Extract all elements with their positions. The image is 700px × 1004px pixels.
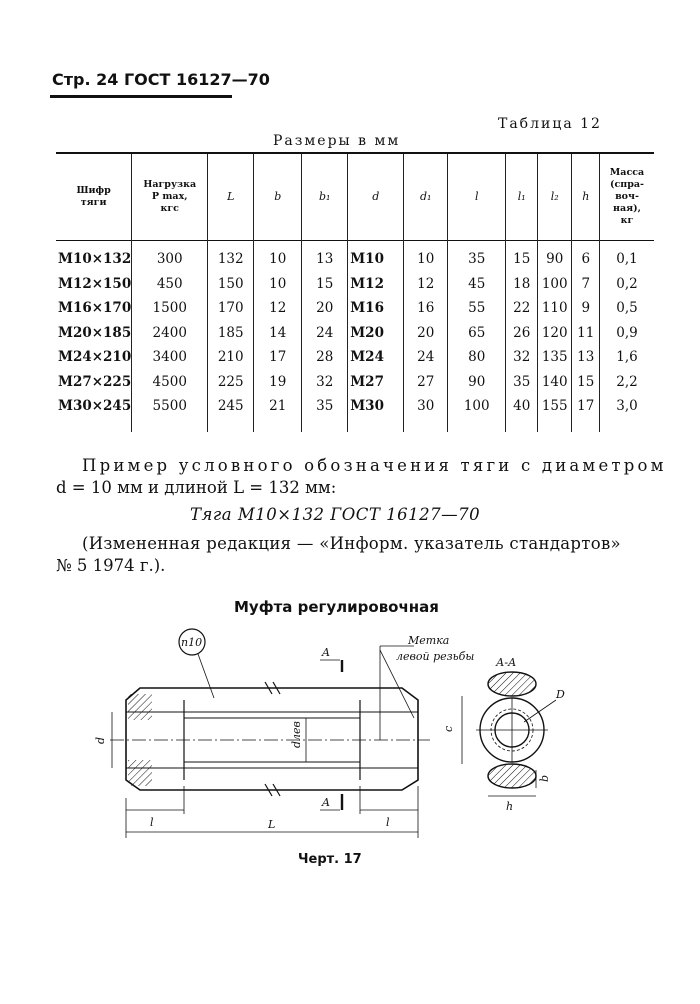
- table-cell: 245: [208, 394, 254, 432]
- table-cell: 12: [404, 272, 448, 297]
- label-n10: n10: [181, 636, 203, 649]
- table-cell: 35: [302, 394, 348, 432]
- table-cell: M24: [348, 345, 404, 370]
- table-cell: M10×132: [58, 251, 132, 268]
- label-b: b: [538, 774, 551, 782]
- header-l1: l₁: [506, 153, 538, 241]
- table-cell: M16: [348, 296, 404, 321]
- table-cell: 16: [404, 296, 448, 321]
- header-h: h: [572, 153, 600, 241]
- table-cell: 3,0: [600, 394, 654, 432]
- table-cell: M30: [348, 394, 404, 432]
- table-cell: 0,2: [600, 272, 654, 297]
- header-l: l: [448, 153, 506, 241]
- header-d1: d₁: [404, 153, 448, 241]
- label-section: А-А: [496, 656, 517, 669]
- header-L: L: [208, 153, 254, 241]
- table-cell: 20: [302, 296, 348, 321]
- header-rule: [50, 95, 232, 98]
- example-designation: Тяга M10×132 ГОСТ 16127—70: [190, 505, 481, 524]
- table-cell: 17: [254, 345, 302, 370]
- table-cell: 20: [404, 321, 448, 346]
- table-cell: 65: [448, 321, 506, 346]
- table-cell: 24: [302, 321, 348, 346]
- table-cell: 15: [572, 370, 600, 395]
- table-cell: M20: [348, 321, 404, 346]
- table-cell: 155: [538, 394, 572, 432]
- table-cell: 2400: [132, 321, 208, 346]
- page-header: Стр. 24 ГОСТ 16127—70: [52, 70, 270, 89]
- label-D: D: [556, 688, 565, 701]
- table-units: Размеры в мм: [273, 133, 401, 149]
- coupling-side-view: [126, 682, 418, 796]
- table-cell: 100: [448, 394, 506, 432]
- table-cell: 80: [448, 345, 506, 370]
- table-cell: 90: [448, 370, 506, 395]
- table-cell: 10: [254, 241, 302, 272]
- label-d: d: [94, 736, 107, 744]
- table-cell: 18: [506, 272, 538, 297]
- header-b: b: [254, 153, 302, 241]
- header-b1: b₁: [302, 153, 348, 241]
- table-row: [56, 321, 654, 346]
- header-load: Нагрузка P max, кгс: [132, 153, 208, 241]
- label-d-lev: dлев: [290, 721, 303, 748]
- table-cell: M30×245: [58, 398, 132, 414]
- header-mass: Масса (спра- воч- ная), кг: [600, 153, 654, 241]
- table-cell: 0,9: [600, 321, 654, 346]
- table-cell: 5500: [132, 394, 208, 432]
- edition-note-line1: (Измененная редакция — «Информ. указатель стандартов»: [82, 534, 621, 553]
- table-cell: 32: [506, 345, 538, 370]
- label-L: L: [268, 818, 276, 831]
- table-cell: 4500: [132, 370, 208, 395]
- table-cell: M10: [348, 241, 404, 272]
- table-cell: 132: [208, 241, 254, 272]
- label-l: l: [150, 816, 154, 829]
- table-cell: 110: [538, 296, 572, 321]
- table-cell: 135: [538, 345, 572, 370]
- table-cell: 90: [538, 241, 572, 272]
- table-cell: 300: [132, 241, 208, 272]
- table-caption: Таблица 12: [498, 116, 602, 132]
- table-cell: 11: [572, 321, 600, 346]
- table-row: [56, 272, 654, 297]
- table-cell: 100: [538, 272, 572, 297]
- section-title: Муфта регулировочная: [234, 598, 439, 616]
- edition-note-line2: № 5 1974 г.).: [56, 556, 166, 575]
- table-cell: 150: [208, 272, 254, 297]
- table-cell: 15: [506, 241, 538, 272]
- table-cell: 27: [404, 370, 448, 395]
- coupling-drawing: [0, 620, 700, 850]
- table-cell: 3400: [132, 345, 208, 370]
- table-cell: 1500: [132, 296, 208, 321]
- table-cell: 45: [448, 272, 506, 297]
- example-intro-line2: d = 10 мм и длиной L = 132 мм:: [56, 478, 337, 497]
- header-code: Шифр тяги: [76, 185, 111, 208]
- table-cell: 185: [208, 321, 254, 346]
- table-cell: 26: [506, 321, 538, 346]
- table-cell: 225: [208, 370, 254, 395]
- table-cell: M24×210: [58, 349, 132, 366]
- figure-caption: Черт. 17: [298, 852, 362, 867]
- table-cell: 120: [538, 321, 572, 346]
- table-cell: 32: [302, 370, 348, 395]
- example-intro-line1: Пример условного обозначения тяги с диаметром: [82, 456, 667, 475]
- table-cell: 28: [302, 345, 348, 370]
- table-cell: 9: [572, 296, 600, 321]
- table-cell: 19: [254, 370, 302, 395]
- table-cell: 1,6: [600, 345, 654, 370]
- table-cell: 170: [208, 296, 254, 321]
- table-cell: 35: [448, 241, 506, 272]
- table-cell: 13: [302, 241, 348, 272]
- dimensions-table: [56, 152, 654, 432]
- label-l-2: l: [386, 816, 390, 829]
- table-row: [56, 241, 654, 272]
- table-cell: 35: [506, 370, 538, 395]
- table-cell: 10: [404, 241, 448, 272]
- table-cell: 210: [208, 345, 254, 370]
- table-cell: 2,2: [600, 370, 654, 395]
- table-cell: 14: [254, 321, 302, 346]
- table-cell: 140: [538, 370, 572, 395]
- label-A-2: A: [322, 796, 330, 809]
- table-cell: M12×150: [58, 275, 132, 292]
- table-cell: 24: [404, 345, 448, 370]
- table-row: [56, 394, 654, 432]
- table-cell: 22: [506, 296, 538, 321]
- header-d: d: [348, 153, 404, 241]
- table-cell: M20×185: [58, 324, 132, 341]
- table-cell: 15: [302, 272, 348, 297]
- table-cell: 21: [254, 394, 302, 432]
- section-view: [476, 698, 548, 762]
- table-cell: 17: [572, 394, 600, 432]
- table-cell: 450: [132, 272, 208, 297]
- table-cell: 0,1: [600, 241, 654, 272]
- table-header-row: [56, 153, 654, 241]
- label-h: h: [506, 800, 514, 813]
- table-cell: 12: [254, 296, 302, 321]
- table-cell: M27×225: [58, 373, 132, 390]
- table-cell: 0,5: [600, 296, 654, 321]
- table-cell: 6: [572, 241, 600, 272]
- table-cell: 13: [572, 345, 600, 370]
- table-cell: M27: [348, 370, 404, 395]
- table-cell: M16×170: [58, 300, 132, 317]
- table-cell: 7: [572, 272, 600, 297]
- table-cell: 55: [448, 296, 506, 321]
- table-row: [56, 345, 654, 370]
- label-c: c: [442, 725, 455, 732]
- label-A: A: [322, 646, 330, 659]
- table-row: [56, 370, 654, 395]
- label-left-thread: левой резьбы: [396, 650, 475, 663]
- table-cell: 40: [506, 394, 538, 432]
- table-cell: 30: [404, 394, 448, 432]
- header-l2: l₂: [538, 153, 572, 241]
- label-mark: Метка: [408, 634, 450, 647]
- table-cell: M12: [348, 272, 404, 297]
- table-cell: 10: [254, 272, 302, 297]
- table-row: [56, 296, 654, 321]
